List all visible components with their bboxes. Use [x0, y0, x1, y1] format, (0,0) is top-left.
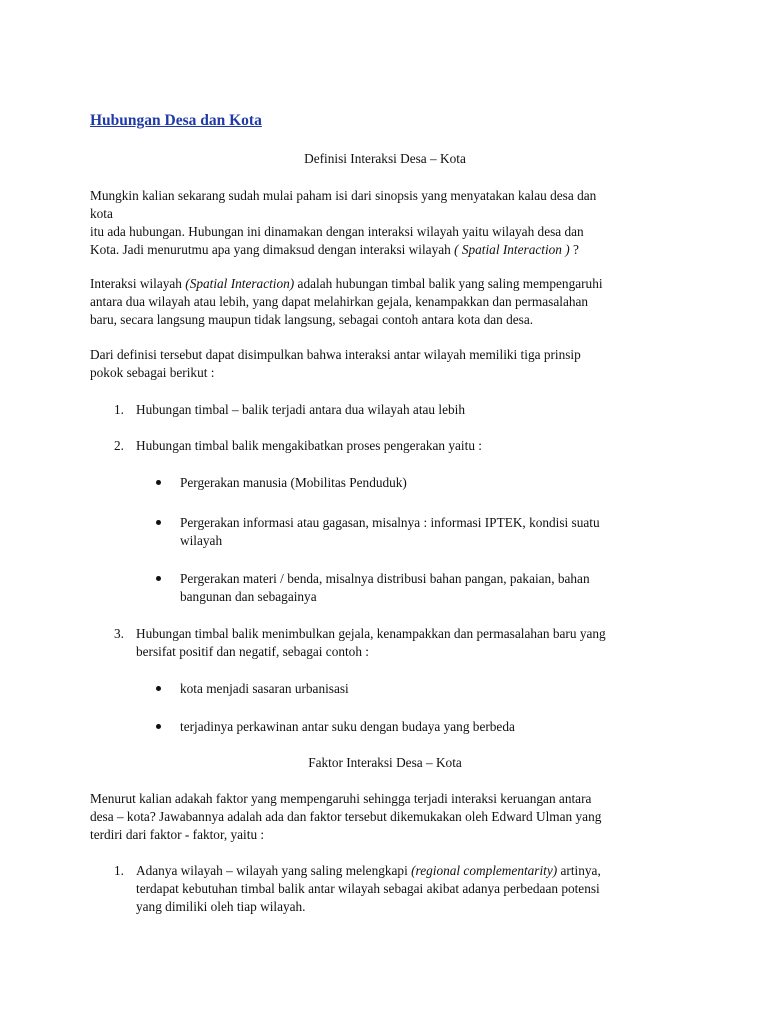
bullet-icon [156, 686, 161, 691]
list-item-text: yang dimiliki oleh tiap wilayah. [136, 899, 306, 914]
list-item-text [136, 862, 696, 880]
paragraph-line: kota [90, 206, 113, 221]
text-run: Interaksi wilayah [90, 276, 186, 291]
bullet-item-text: kota menjadi sasaran urbanisasi [180, 681, 349, 696]
text-run: adalah hubungan timbal balik yang saling mempengaruhi [294, 276, 603, 291]
list-item-text: Hubungan timbal balik mengakibatkan proses pengerakan yaitu : [136, 438, 482, 453]
bullet-icon [156, 724, 161, 729]
bullet-item-text: Pergerakan informasi atau gagasan, misalnya : informasi IPTEK, kondisi suatu [180, 515, 600, 530]
italic-term: (regional complementarity) [411, 863, 558, 878]
paragraph-conclusion [90, 346, 680, 382]
paragraph-line: Menurut kalian adakah faktor yang mempengaruhi sehingga terjadi interaksi keruangan antara [90, 791, 592, 806]
list-number: 3. [114, 626, 124, 641]
page-title-link[interactable]: Hubungan Desa dan Kota [90, 112, 262, 129]
list-number: 1. [114, 402, 124, 417]
paragraph-factors [90, 790, 680, 844]
list-item-text: Hubungan timbal – balik terjadi antara dua wilayah atau lebih [136, 402, 465, 417]
bullet-icon [156, 480, 161, 485]
bullet-item-text: wilayah [180, 533, 223, 548]
italic-term: (Spatial Interaction) [185, 276, 295, 291]
paragraph-line [90, 275, 680, 293]
paragraph-line: itu ada hubungan. Hubungan ini dinamakan dengan interaksi wilayah yaitu wilayah desa dan [90, 224, 584, 239]
paragraph-line: Dari definisi tersebut dapat disimpulkan bahwa interaksi antar wilayah memiliki tiga prinsip [90, 347, 581, 362]
bullet-icon [156, 520, 161, 525]
bullet-item-text: bangunan dan sebagainya [180, 589, 317, 604]
paragraph-line [90, 241, 680, 259]
paragraph-definition [90, 275, 680, 329]
list-number: 2. [114, 438, 124, 453]
bullet-item-text: terjadinya perkawinan antar suku dengan budaya yang berbeda [180, 719, 515, 734]
text-run: Kota. Jadi menurutmu apa yang dimaksud dengan interaksi wilayah [90, 242, 455, 257]
bullet-item-text: Pergerakan materi / benda, misalnya distribusi bahan pangan, pakaian, bahan [180, 571, 590, 586]
section-heading-definisi: Definisi Interaksi Desa – Kota [304, 151, 466, 166]
text-run: artinya, [557, 863, 601, 878]
paragraph-line: antara dua wilayah atau lebih, yang dapat melahirkan gejala, kenampakkan dan permasalahan [90, 294, 589, 309]
list-number: 1. [114, 863, 124, 878]
paragraph-line: baru, secara langsung maupun tidak langsung, sebagai contoh antara kota dan desa. [90, 312, 534, 327]
paragraph-line: pokok sebagai berikut : [90, 365, 215, 380]
section-heading-faktor: Faktor Interaksi Desa – Kota [308, 755, 462, 770]
list-item-text: bersifat positif dan negatif, sebagai contoh : [136, 644, 369, 659]
bullet-icon [156, 576, 161, 581]
paragraph-line: desa – kota? Jawabannya adalah ada dan faktor tersebut dikemukakan oleh Edward Ulman yang [90, 809, 602, 824]
paragraph-line: terdiri dari faktor - faktor, yaitu : [90, 827, 265, 842]
paragraph-line: Mungkin kalian sekarang sudah mulai paham isi dari sinopsis yang menyatakan kalau desa dan [90, 188, 597, 203]
text-run: Adanya wilayah – wilayah yang saling melengkapi [136, 863, 412, 878]
bullet-item-text: Pergerakan manusia (Mobilitas Penduduk) [180, 475, 407, 490]
italic-term: ( Spatial Interaction ) [454, 242, 570, 257]
text-run: ? [569, 242, 579, 257]
list-item-text: Hubungan timbal balik menimbulkan gejala, kenampakkan dan permasalahan baru yang [136, 626, 606, 641]
list-item-text: terdapat kebutuhan timbal balik antar wilayah sebagai akibat adanya perbedaan potensi [136, 881, 600, 896]
paragraph-intro [90, 187, 680, 259]
